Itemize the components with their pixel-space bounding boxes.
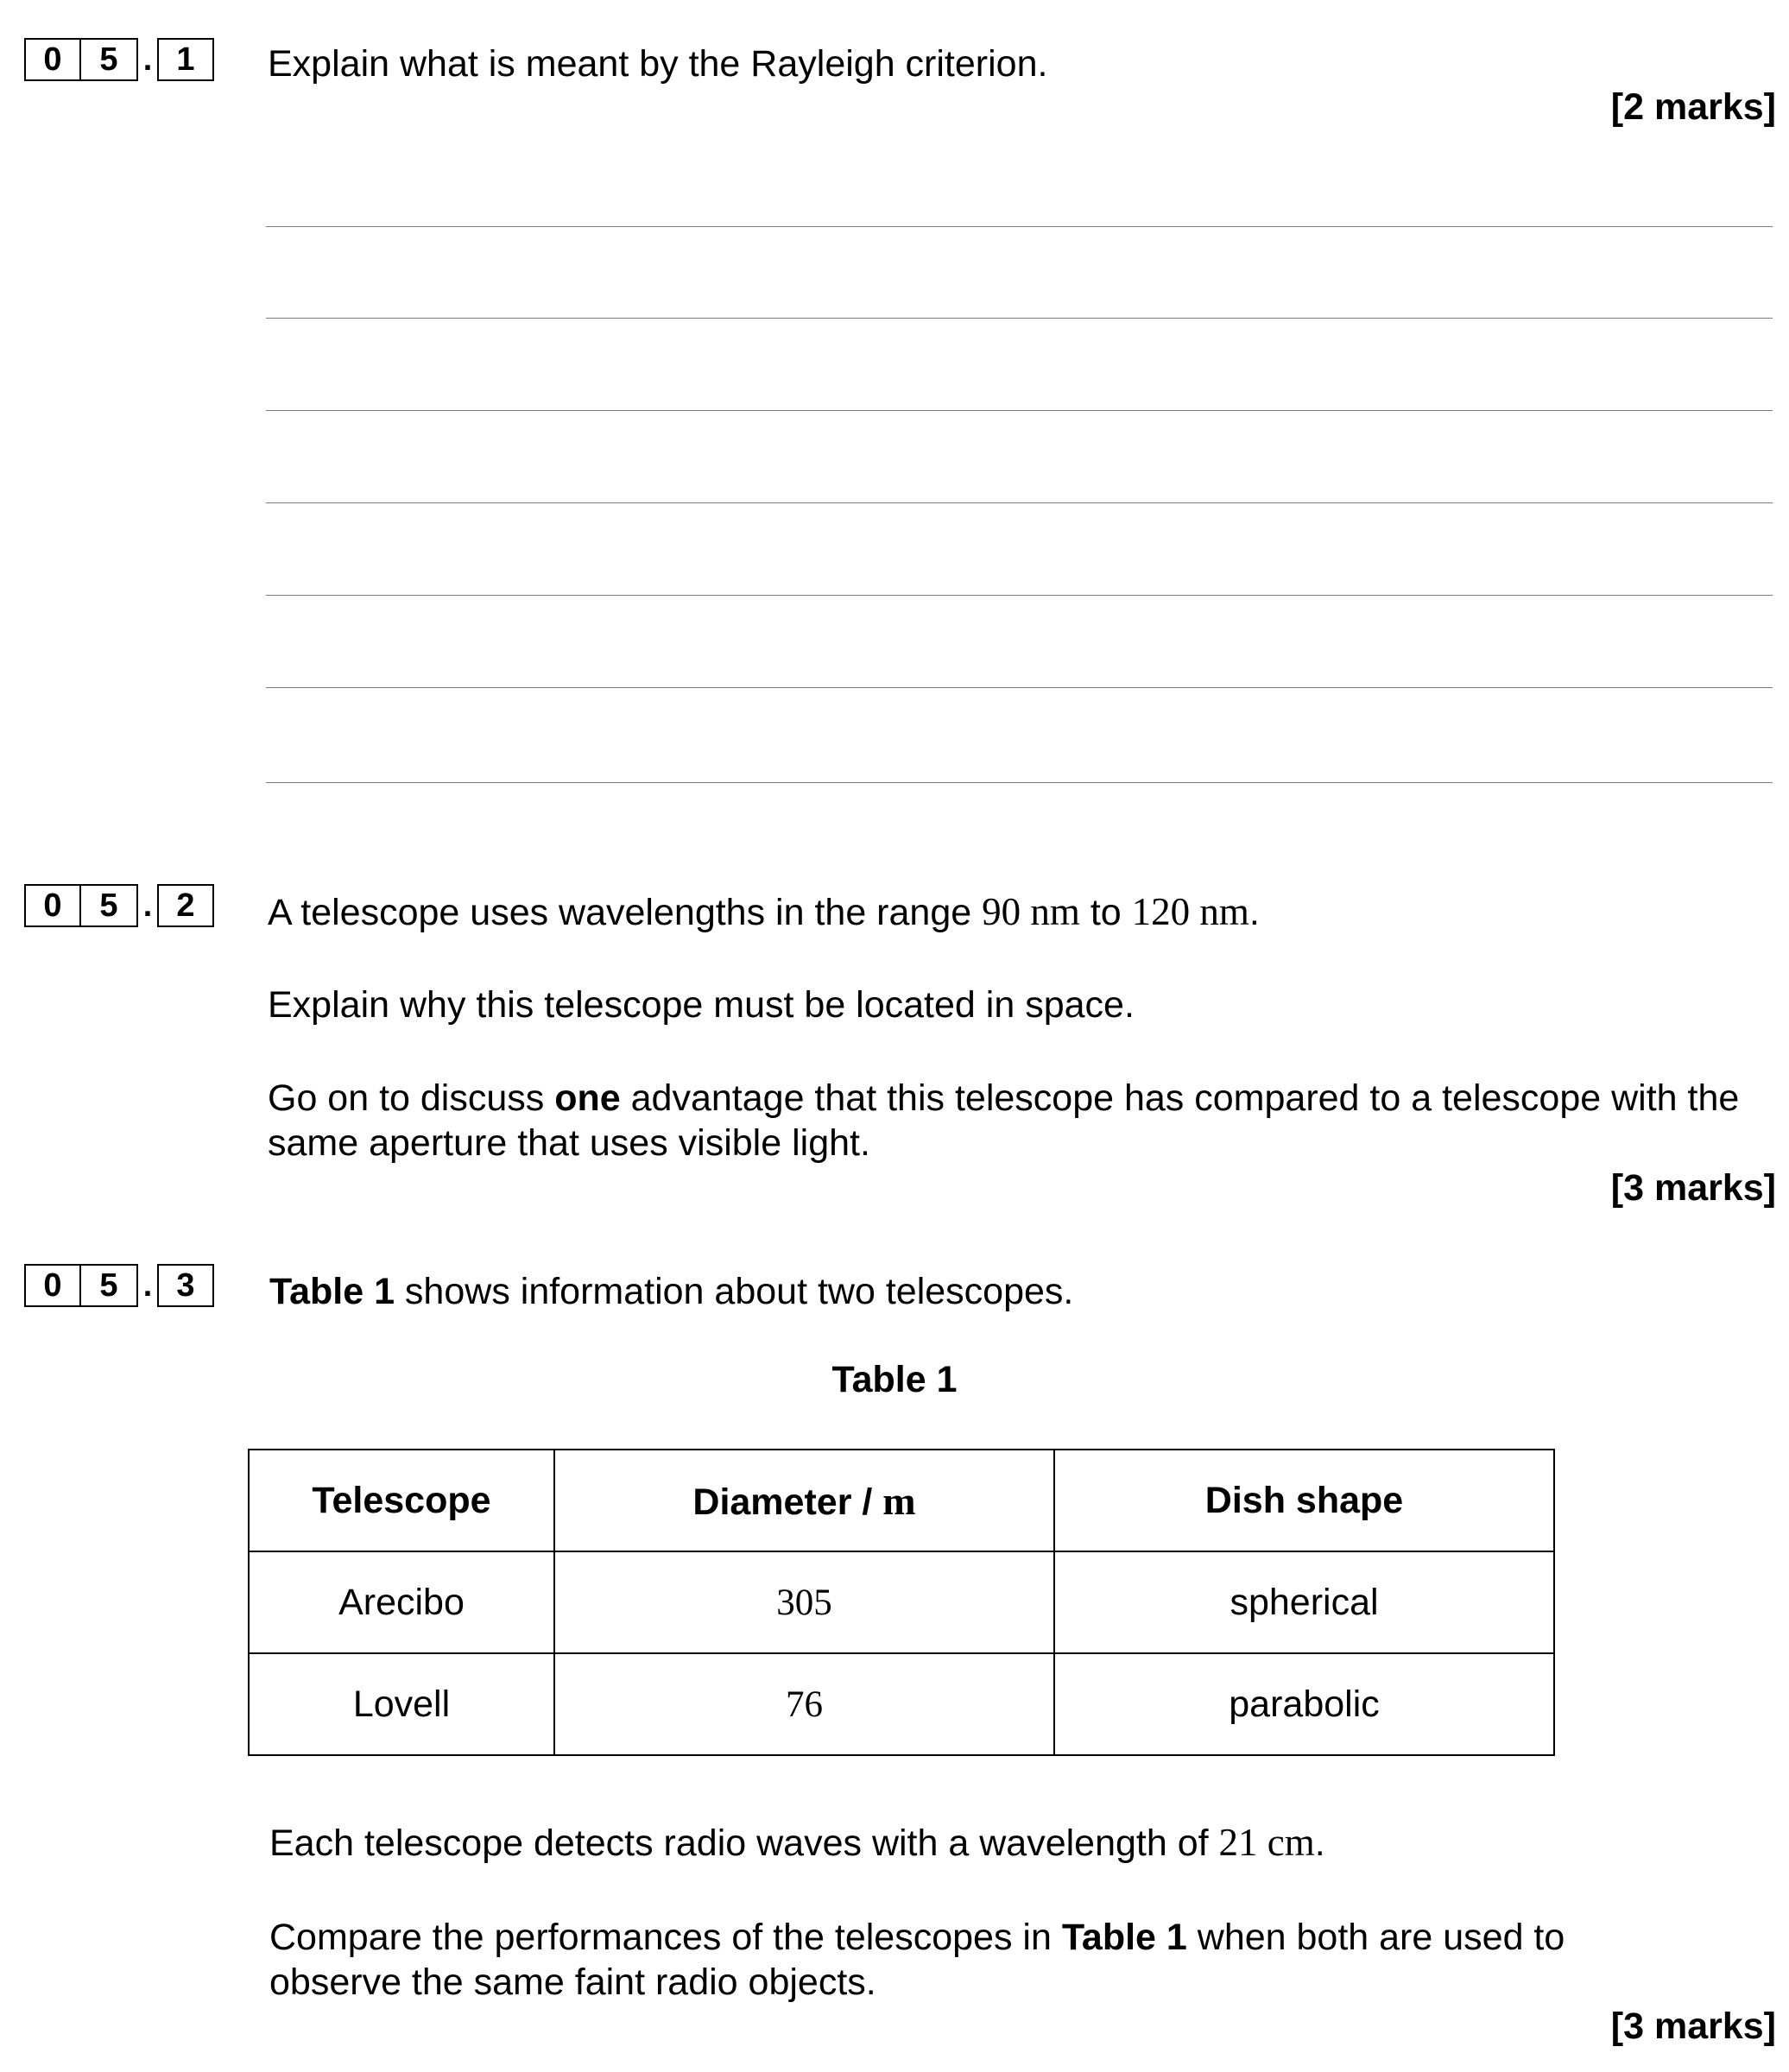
table-row bbox=[249, 1653, 1554, 1755]
question-digit-box: 0 bbox=[24, 884, 81, 927]
cell-telescope: Arecibo bbox=[249, 1551, 554, 1653]
answer-line bbox=[266, 318, 1773, 319]
question-number-dot: . bbox=[142, 1267, 153, 1304]
cell-diameter: 305 bbox=[554, 1551, 1054, 1653]
answer-line bbox=[266, 410, 1773, 411]
question-number-dot: . bbox=[142, 41, 153, 78]
header-telescope: Telescope bbox=[249, 1450, 554, 1551]
answer-line bbox=[266, 687, 1773, 688]
marks-label: [2 marks] bbox=[1610, 86, 1776, 128]
text-segment: to bbox=[1079, 892, 1132, 933]
question-digit-box: 2 bbox=[157, 884, 214, 927]
marks-label: [3 marks] bbox=[1610, 1167, 1776, 1209]
text-segment: A telescope uses wavelengths in the range bbox=[268, 892, 983, 933]
table-header-row bbox=[249, 1450, 1554, 1551]
answer-line bbox=[266, 595, 1773, 596]
cell-diameter: 76 bbox=[554, 1653, 1054, 1755]
text-segment: when both are used to observe the same faint radio objects. bbox=[269, 1917, 1565, 2003]
question-text-compare bbox=[269, 1915, 1685, 2005]
question-text: Explain what is meant by the Rayleigh criterion. bbox=[268, 43, 1048, 85]
question-text-discuss bbox=[268, 1076, 1774, 1166]
text-segment: . bbox=[1249, 892, 1260, 933]
question-digit-box: 5 bbox=[81, 38, 138, 81]
marks-label: [3 marks] bbox=[1610, 2006, 1776, 2047]
answer-line bbox=[266, 502, 1773, 503]
answer-line bbox=[266, 782, 1773, 783]
header-diameter-label: Diameter / bbox=[692, 1481, 883, 1523]
text-segment: Compare the performances of the telescopes in bbox=[269, 1917, 1062, 1958]
question-text-intro bbox=[269, 1269, 1073, 1314]
question-text-wavelength bbox=[269, 1820, 1325, 1866]
cell-dish-shape: spherical bbox=[1054, 1551, 1554, 1653]
table-title: Table 1 bbox=[831, 1359, 958, 1400]
question-digit-box: 5 bbox=[81, 1264, 138, 1307]
value-90nm: 90 nm bbox=[982, 890, 1080, 933]
question-number-05-3 bbox=[24, 1262, 214, 1309]
question-text-explain: Explain why this telescope must be located in space. bbox=[268, 984, 1135, 1026]
telescope-table bbox=[248, 1449, 1555, 1756]
text-segment: . bbox=[1314, 1822, 1325, 1864]
header-dish-shape: Dish shape bbox=[1054, 1450, 1554, 1551]
question-number-05-2 bbox=[24, 882, 214, 929]
question-number-dot: . bbox=[142, 888, 153, 924]
cell-dish-shape: parabolic bbox=[1054, 1653, 1554, 1755]
answer-line bbox=[266, 226, 1773, 227]
text-segment: shows information about two telescopes. bbox=[394, 1271, 1074, 1312]
value-21cm: 21 cm bbox=[1218, 1821, 1315, 1864]
value-120nm: 120 nm bbox=[1131, 890, 1249, 933]
text-segment: advantage that this telescope has compared to a telescope with the same aperture that uses visible light. bbox=[268, 1077, 1740, 1164]
question-digit-box: 5 bbox=[81, 884, 138, 927]
question-digit-box: 1 bbox=[157, 38, 214, 81]
text-segment: Go on to discuss bbox=[268, 1077, 555, 1119]
question-digit-box: 3 bbox=[157, 1264, 214, 1307]
table-row bbox=[249, 1551, 1554, 1653]
cell-telescope: Lovell bbox=[249, 1653, 554, 1755]
question-text-range bbox=[268, 889, 1260, 935]
header-diameter-unit: m bbox=[882, 1478, 916, 1523]
question-number-05-1 bbox=[24, 36, 214, 83]
header-diameter bbox=[554, 1450, 1054, 1551]
emphasis-one: one bbox=[554, 1077, 621, 1119]
table-reference: Table 1 bbox=[269, 1271, 395, 1312]
question-digit-box: 0 bbox=[24, 38, 81, 81]
table-reference: Table 1 bbox=[1061, 1917, 1187, 1958]
text-segment: Each telescope detects radio waves with a wavelength of bbox=[269, 1822, 1219, 1864]
question-digit-box: 0 bbox=[24, 1264, 81, 1307]
